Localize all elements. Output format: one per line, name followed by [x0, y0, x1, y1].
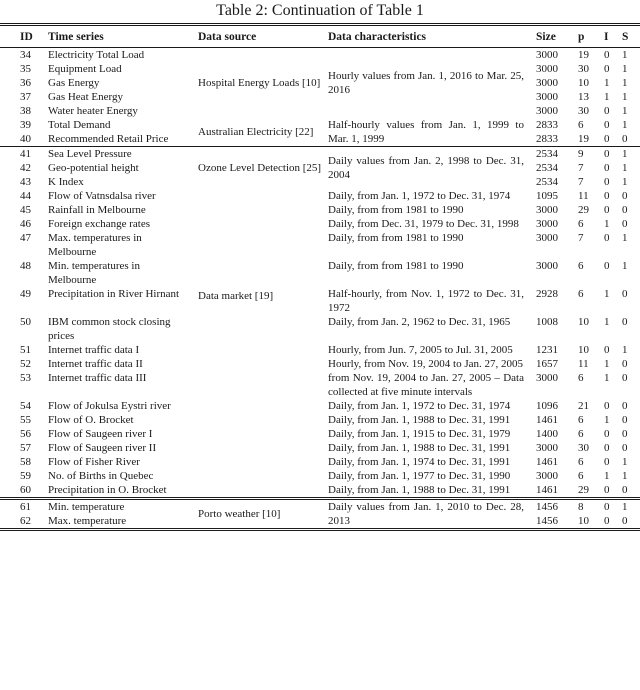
- cell-id: 52: [20, 358, 31, 370]
- cell-data-characteristics: Daily, from Dec. 31, 1979 to Dec. 31, 1998: [328, 218, 519, 230]
- cell-time-series: Geo-potential height: [48, 162, 139, 174]
- cell-i: 0: [604, 105, 610, 117]
- cell-size: 3000: [536, 49, 558, 61]
- cell-p: 6: [578, 428, 584, 440]
- cell-id: 56: [20, 428, 31, 440]
- cell-p: 10: [578, 515, 589, 527]
- cell-id: 53: [20, 372, 31, 384]
- cell-s: 1: [622, 105, 628, 117]
- cell-p: 6: [578, 260, 584, 272]
- cell-p: 6: [578, 119, 584, 131]
- cell-p: 29: [578, 484, 589, 496]
- cell-size: 1096: [536, 400, 558, 412]
- cell-size: 1231: [536, 344, 558, 356]
- cell-size: 2534: [536, 162, 558, 174]
- cell-p: 11: [578, 358, 589, 370]
- cell-s: 0: [622, 484, 628, 496]
- cell-time-series: Flow of Saugeen river I: [48, 428, 153, 440]
- cell-s: 1: [622, 456, 628, 468]
- cell-i: 0: [604, 49, 610, 61]
- cell-s: 1: [622, 63, 628, 75]
- cell-s: 1: [622, 77, 628, 89]
- table-row: [0, 48, 640, 63]
- cell-data-characteristics: from Nov. 19, 2004 to Jan. 27, 2005 – Data collected at five minute intervals: [328, 372, 524, 398]
- cell-s: 0: [622, 358, 628, 370]
- cell-id: 40: [20, 133, 31, 145]
- table-group: [0, 499, 640, 530]
- cell-time-series: Electricity Total Load: [48, 49, 145, 61]
- cell-id: 42: [20, 162, 31, 174]
- table-caption: Table 2: Continuation of Table 1: [216, 2, 424, 19]
- header-row: [0, 25, 640, 48]
- cell-p: 7: [578, 232, 584, 244]
- datasets-table: [0, 23, 640, 531]
- cell-data-characteristics: Daily, from from 1981 to 1990: [328, 260, 464, 272]
- cell-size: 3000: [536, 260, 558, 272]
- cell-i: 0: [604, 260, 610, 272]
- cell-time-series: Equipment Load: [48, 63, 122, 75]
- cell-p: 6: [578, 456, 584, 468]
- cell-p: 19: [578, 49, 589, 61]
- cell-p: 21: [578, 400, 589, 412]
- cell-data-characteristics: Daily values from Jan. 1, 2010 to Dec. 28, 2013: [328, 501, 524, 527]
- cell-p: 7: [578, 162, 584, 174]
- cell-i: 0: [604, 190, 610, 202]
- cell-i: 1: [604, 77, 610, 89]
- cell-i: 0: [604, 400, 610, 412]
- cell-i: 0: [604, 344, 610, 356]
- table-row: [0, 189, 640, 203]
- cell-id: 48: [20, 260, 31, 272]
- cell-time-series: Min. temperatures in Melbourne: [48, 260, 140, 286]
- col-header-size: Size: [536, 31, 556, 43]
- cell-size: 3000: [536, 204, 558, 216]
- cell-i: 0: [604, 63, 610, 75]
- col-header-data-source: Data source: [198, 31, 257, 43]
- cell-id: 44: [20, 190, 31, 202]
- cell-s: 1: [622, 344, 628, 356]
- cell-time-series: Min. temperature: [48, 501, 125, 513]
- cell-i: 1: [604, 470, 610, 482]
- cell-id: 36: [20, 77, 31, 89]
- cell-size: 2833: [536, 133, 558, 145]
- table-group: [0, 189, 640, 499]
- cell-s: 0: [622, 442, 628, 454]
- cell-id: 54: [20, 400, 31, 412]
- cell-size: 3000: [536, 77, 558, 89]
- cell-time-series: Flow of Jokulsa Eystri river: [48, 400, 171, 412]
- cell-time-series: Flow of Vatnsdalsa river: [48, 190, 156, 202]
- cell-time-series: IBM common stock closing prices: [48, 316, 171, 342]
- cell-data-characteristics: Daily, from Jan. 1, 1977 to Dec. 31, 1990: [328, 470, 511, 482]
- cell-s: 1: [622, 119, 628, 131]
- cell-p: 10: [578, 77, 589, 89]
- cell-s: 1: [622, 49, 628, 61]
- cell-id: 41: [20, 148, 31, 160]
- col-header-data-characteristics: Data characteristics: [328, 31, 427, 43]
- cell-i: 0: [604, 148, 610, 160]
- cell-size: 3000: [536, 442, 558, 454]
- cell-id: 35: [20, 63, 31, 75]
- cell-s: 1: [622, 148, 628, 160]
- cell-time-series: Flow of O. Brocket: [48, 414, 134, 426]
- cell-time-series: Rainfall in Melbourne: [48, 204, 146, 216]
- cell-p: 30: [578, 442, 589, 454]
- table-group: [0, 147, 640, 190]
- cell-size: 1400: [536, 428, 558, 440]
- cell-id: 46: [20, 218, 31, 230]
- cell-s: 1: [622, 162, 628, 174]
- cell-s: 0: [622, 190, 628, 202]
- table-row: [0, 499, 640, 515]
- cell-time-series: Internet traffic data III: [48, 372, 147, 384]
- cell-data-characteristics: Daily, from Jan. 1, 1988 to Dec. 31, 1991: [328, 414, 511, 426]
- cell-s: 1: [622, 260, 628, 272]
- cell-data-characteristics: Daily, from from 1981 to 1990: [328, 204, 464, 216]
- cell-time-series: Water heater Energy: [48, 105, 138, 117]
- cell-time-series: Max. temperatures in Melbourne: [48, 232, 142, 258]
- cell-time-series: K Index: [48, 176, 84, 188]
- col-header-time-series: Time series: [48, 31, 104, 43]
- cell-id: 51: [20, 344, 31, 356]
- cell-size: 3000: [536, 218, 558, 230]
- cell-time-series: Precipitation in O. Brocket: [48, 484, 167, 496]
- cell-s: 0: [622, 288, 628, 300]
- cell-time-series: Gas Energy: [48, 77, 100, 89]
- cell-data-source: Hospital Energy Loads [10]: [198, 77, 321, 89]
- cell-s: 0: [622, 133, 628, 145]
- cell-data-characteristics: Daily, from Jan. 2, 1962 to Dec. 31, 1965: [328, 316, 511, 328]
- cell-p: 6: [578, 288, 584, 300]
- cell-i: 1: [604, 288, 610, 300]
- cell-data-characteristics: Hourly, from Jun. 7, 2005 to Jul. 31, 2005: [328, 344, 513, 356]
- cell-i: 0: [604, 484, 610, 496]
- cell-size: 3000: [536, 232, 558, 244]
- cell-time-series: Total Demand: [48, 119, 111, 131]
- cell-size: 3000: [536, 105, 558, 117]
- cell-i: 1: [604, 358, 610, 370]
- cell-p: 8: [578, 501, 584, 513]
- cell-i: 0: [604, 176, 610, 188]
- cell-id: 45: [20, 204, 31, 216]
- cell-size: 3000: [536, 372, 558, 384]
- cell-size: 1461: [536, 456, 558, 468]
- cell-s: 1: [622, 232, 628, 244]
- cell-data-characteristics: Hourly values from Jan. 1, 2016 to Mar. 25, 2016: [328, 70, 524, 96]
- cell-i: 0: [604, 232, 610, 244]
- cell-data-characteristics: Half-hourly values from Jan. 1, 1999 to Mar. 1, 1999: [328, 119, 524, 145]
- cell-size: 2534: [536, 176, 558, 188]
- col-header-i: I: [604, 31, 609, 43]
- cell-id: 37: [20, 91, 31, 103]
- cell-i: 1: [604, 414, 610, 426]
- cell-data-characteristics: Daily values from Jan. 2, 1998 to Dec. 31, 2004: [328, 155, 524, 181]
- cell-time-series: Max. temperature: [48, 515, 127, 527]
- cell-p: 10: [578, 344, 589, 356]
- cell-id: 49: [20, 288, 31, 300]
- cell-time-series: No. of Births in Quebec: [48, 470, 154, 482]
- cell-s: 1: [622, 501, 628, 513]
- cell-i: 1: [604, 91, 610, 103]
- cell-s: 0: [622, 316, 628, 328]
- cell-s: 0: [622, 400, 628, 412]
- cell-s: 1: [622, 91, 628, 103]
- cell-id: 57: [20, 442, 31, 454]
- cell-id: 39: [20, 119, 31, 131]
- cell-id: 47: [20, 232, 31, 244]
- cell-size: 3000: [536, 470, 558, 482]
- cell-p: 6: [578, 372, 584, 384]
- cell-p: 9: [578, 148, 584, 160]
- cell-id: 50: [20, 316, 31, 328]
- cell-time-series: Internet traffic data I: [48, 344, 140, 356]
- cell-size: 1461: [536, 484, 558, 496]
- cell-data-source: Ozone Level Detection [25]: [198, 162, 322, 174]
- cell-time-series: Flow of Saugeen river II: [48, 442, 157, 454]
- cell-data-characteristics: Hourly, from Nov. 19, 2004 to Jan. 27, 2005: [328, 358, 524, 370]
- cell-p: 7: [578, 176, 584, 188]
- cell-id: 59: [20, 470, 31, 482]
- cell-data-characteristics: Daily, from Jan. 1, 1988 to Dec. 31, 1991: [328, 484, 511, 496]
- cell-id: 62: [20, 515, 31, 527]
- cell-i: 1: [604, 218, 610, 230]
- cell-id: 58: [20, 456, 31, 468]
- cell-s: 0: [622, 515, 628, 527]
- cell-data-characteristics: Daily, from Jan. 1, 1915 to Dec. 31, 1979: [328, 428, 511, 440]
- col-header-id: ID: [20, 31, 33, 43]
- cell-p: 6: [578, 470, 584, 482]
- cell-i: 0: [604, 442, 610, 454]
- cell-size: 1461: [536, 414, 558, 426]
- cell-size: 3000: [536, 91, 558, 103]
- cell-p: 30: [578, 63, 589, 75]
- cell-time-series: Internet traffic data II: [48, 358, 143, 370]
- cell-i: 1: [604, 316, 610, 328]
- cell-s: 1: [622, 470, 628, 482]
- col-header-s: S: [622, 31, 629, 43]
- cell-s: 1: [622, 176, 628, 188]
- cell-i: 0: [604, 162, 610, 174]
- cell-data-characteristics: Daily, from Jan. 1, 1988 to Dec. 31, 1991: [328, 442, 511, 454]
- cell-size: 1456: [536, 515, 558, 527]
- cell-id: 38: [20, 105, 31, 117]
- table-header: [0, 25, 640, 48]
- cell-p: 30: [578, 105, 589, 117]
- cell-data-characteristics: Daily, from Jan. 1, 1972 to Dec. 31, 1974: [328, 400, 511, 412]
- cell-data-source: Australian Electricity [22]: [198, 126, 314, 138]
- cell-p: 13: [578, 91, 589, 103]
- cell-size: 2534: [536, 148, 558, 160]
- cell-time-series: Flow of Fisher River: [48, 456, 140, 468]
- table-group: [0, 48, 640, 119]
- cell-s: 0: [622, 414, 628, 426]
- cell-size: 2833: [536, 119, 558, 131]
- cell-i: 0: [604, 428, 610, 440]
- cell-id: 43: [20, 176, 31, 188]
- cell-s: 0: [622, 218, 628, 230]
- cell-data-characteristics: Daily, from Jan. 1, 1972 to Dec. 31, 1974: [328, 190, 511, 202]
- cell-p: 19: [578, 133, 589, 145]
- table-row: [0, 118, 640, 132]
- cell-p: 29: [578, 204, 589, 216]
- cell-data-characteristics: Daily, from from 1981 to 1990: [328, 232, 464, 244]
- cell-id: 60: [20, 484, 31, 496]
- cell-size: 1456: [536, 501, 558, 513]
- cell-size: 3000: [536, 63, 558, 75]
- cell-s: 0: [622, 372, 628, 384]
- cell-id: 61: [20, 501, 31, 513]
- cell-p: 11: [578, 190, 589, 202]
- cell-size: 2928: [536, 288, 558, 300]
- cell-data-source: Data market [19]: [198, 290, 274, 302]
- cell-data-characteristics: Daily, from Jan. 1, 1974 to Dec. 31, 1991: [328, 456, 511, 468]
- table-row: [0, 147, 640, 162]
- cell-i: 1: [604, 372, 610, 384]
- cell-p: 10: [578, 316, 589, 328]
- cell-i: 0: [604, 119, 610, 131]
- cell-s: 0: [622, 204, 628, 216]
- cell-id: 55: [20, 414, 31, 426]
- cell-size: 1008: [536, 316, 558, 328]
- cell-time-series: Sea Level Pressure: [48, 148, 132, 160]
- cell-p: 6: [578, 414, 584, 426]
- table-group: [0, 118, 640, 147]
- cell-p: 6: [578, 218, 584, 230]
- cell-i: 0: [604, 204, 610, 216]
- cell-time-series: Foreign exchange rates: [48, 218, 151, 230]
- cell-size: 1657: [536, 358, 558, 370]
- cell-time-series: Recommended Retail Price: [48, 133, 169, 145]
- cell-i: 0: [604, 456, 610, 468]
- cell-s: 0: [622, 428, 628, 440]
- cell-size: 1095: [536, 190, 558, 202]
- col-header-p: p: [578, 31, 585, 43]
- cell-id: 34: [20, 49, 31, 61]
- cell-time-series: Gas Heat Energy: [48, 91, 123, 103]
- cell-data-characteristics: Half-hourly, from Nov. 1, 1972 to Dec. 31, 1972: [328, 288, 524, 314]
- cell-i: 0: [604, 501, 610, 513]
- cell-i: 0: [604, 515, 610, 527]
- cell-i: 0: [604, 133, 610, 145]
- cell-time-series: Precipitation in River Hirnant: [48, 288, 180, 300]
- cell-data-source: Porto weather [10]: [198, 508, 281, 520]
